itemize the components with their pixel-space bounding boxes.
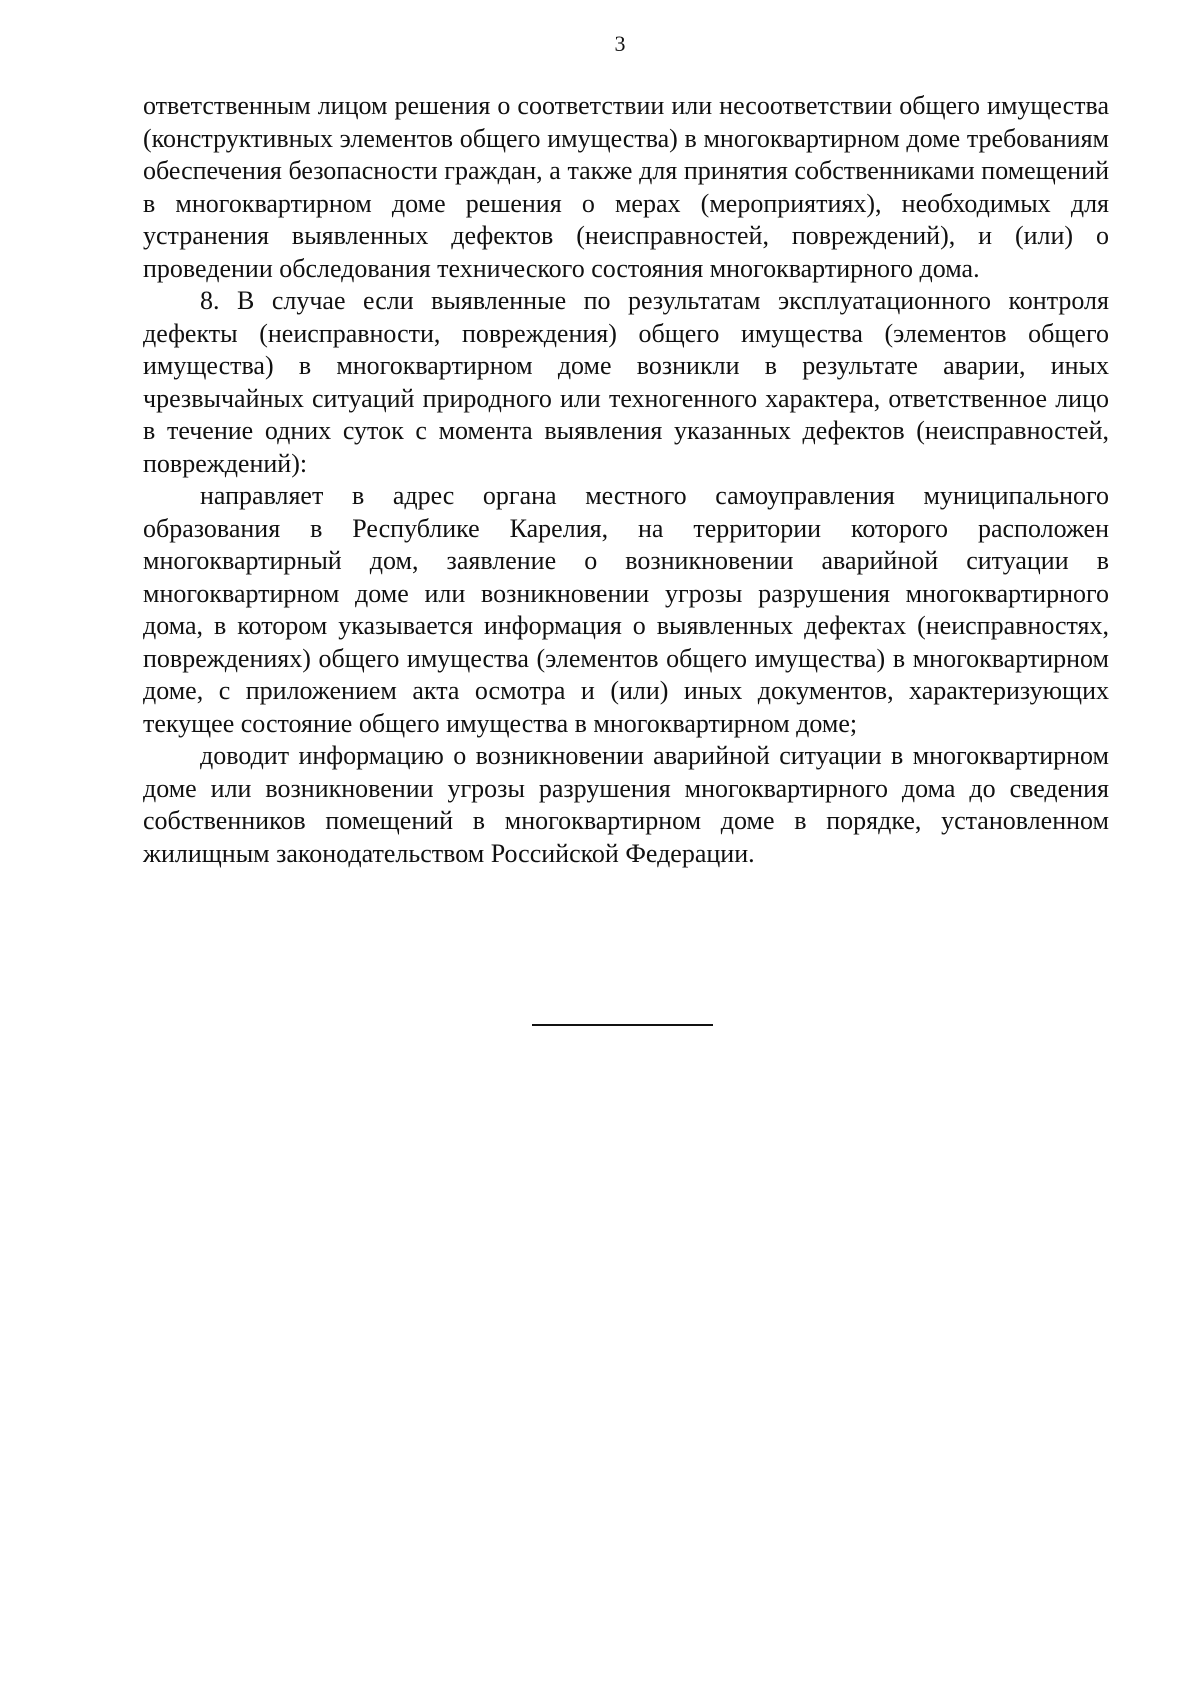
end-of-document-rule <box>532 1024 713 1026</box>
page-number: 3 <box>614 31 626 56</box>
paragraph-item-8: 8. В случае если выявленные по результатам эксплуатационного контроля дефекты (неисправности, повреждения) общего имущества (элементов общего имущества) в многоквартирном доме возникли в результате аварии, иных чрезвычайных ситуаций природного или техногенного характера, ответственное лицо в течение одних суток с момента выявления указанных дефектов (неисправностей, повреждений): <box>143 286 1109 478</box>
document-body <box>143 90 1109 870</box>
paragraph-notify-authority: направляет в адрес органа местного самоуправления муниципального образования в Республике Карелия, на территории которого расположен многоквартирный дом, заявление о возникновении аварийной ситуации в многоквартирном доме или возникновении угрозы разрушения многоквартирного дома, в котором указывается информация о выявленных дефектах (неисправностях, повреждениях) общего имущества (элементов общего имущества) в многоквартирном доме, с приложением акта осмотра и (или) иных документов, характеризующих текущее состояние общего имущества в многоквартирном доме; <box>143 481 1109 738</box>
paragraph-inform-owners: доводит информацию о возникновении аварийной ситуации в многоквартирном доме или возникновении угрозы разрушения многоквартирного дома до сведения собственников помещений в многоквартирном доме в порядке, установленном жилищным законодательством Российской Федерации. <box>143 741 1109 868</box>
paragraph-continuation: ответственным лицом решения о соответствии или несоответствии общего имущества (конструктивных элементов общего имущества) в многоквартирном доме требованиям обеспечения безопасности граждан, а также для принятия собственниками помещений в многоквартирном доме решения о мерах (мероприятиях), необходимых для устранения выявленных дефектов (неисправностей, повреждений), и (или) о проведении обследования технического состояния многоквартирного дома. <box>143 91 1109 283</box>
